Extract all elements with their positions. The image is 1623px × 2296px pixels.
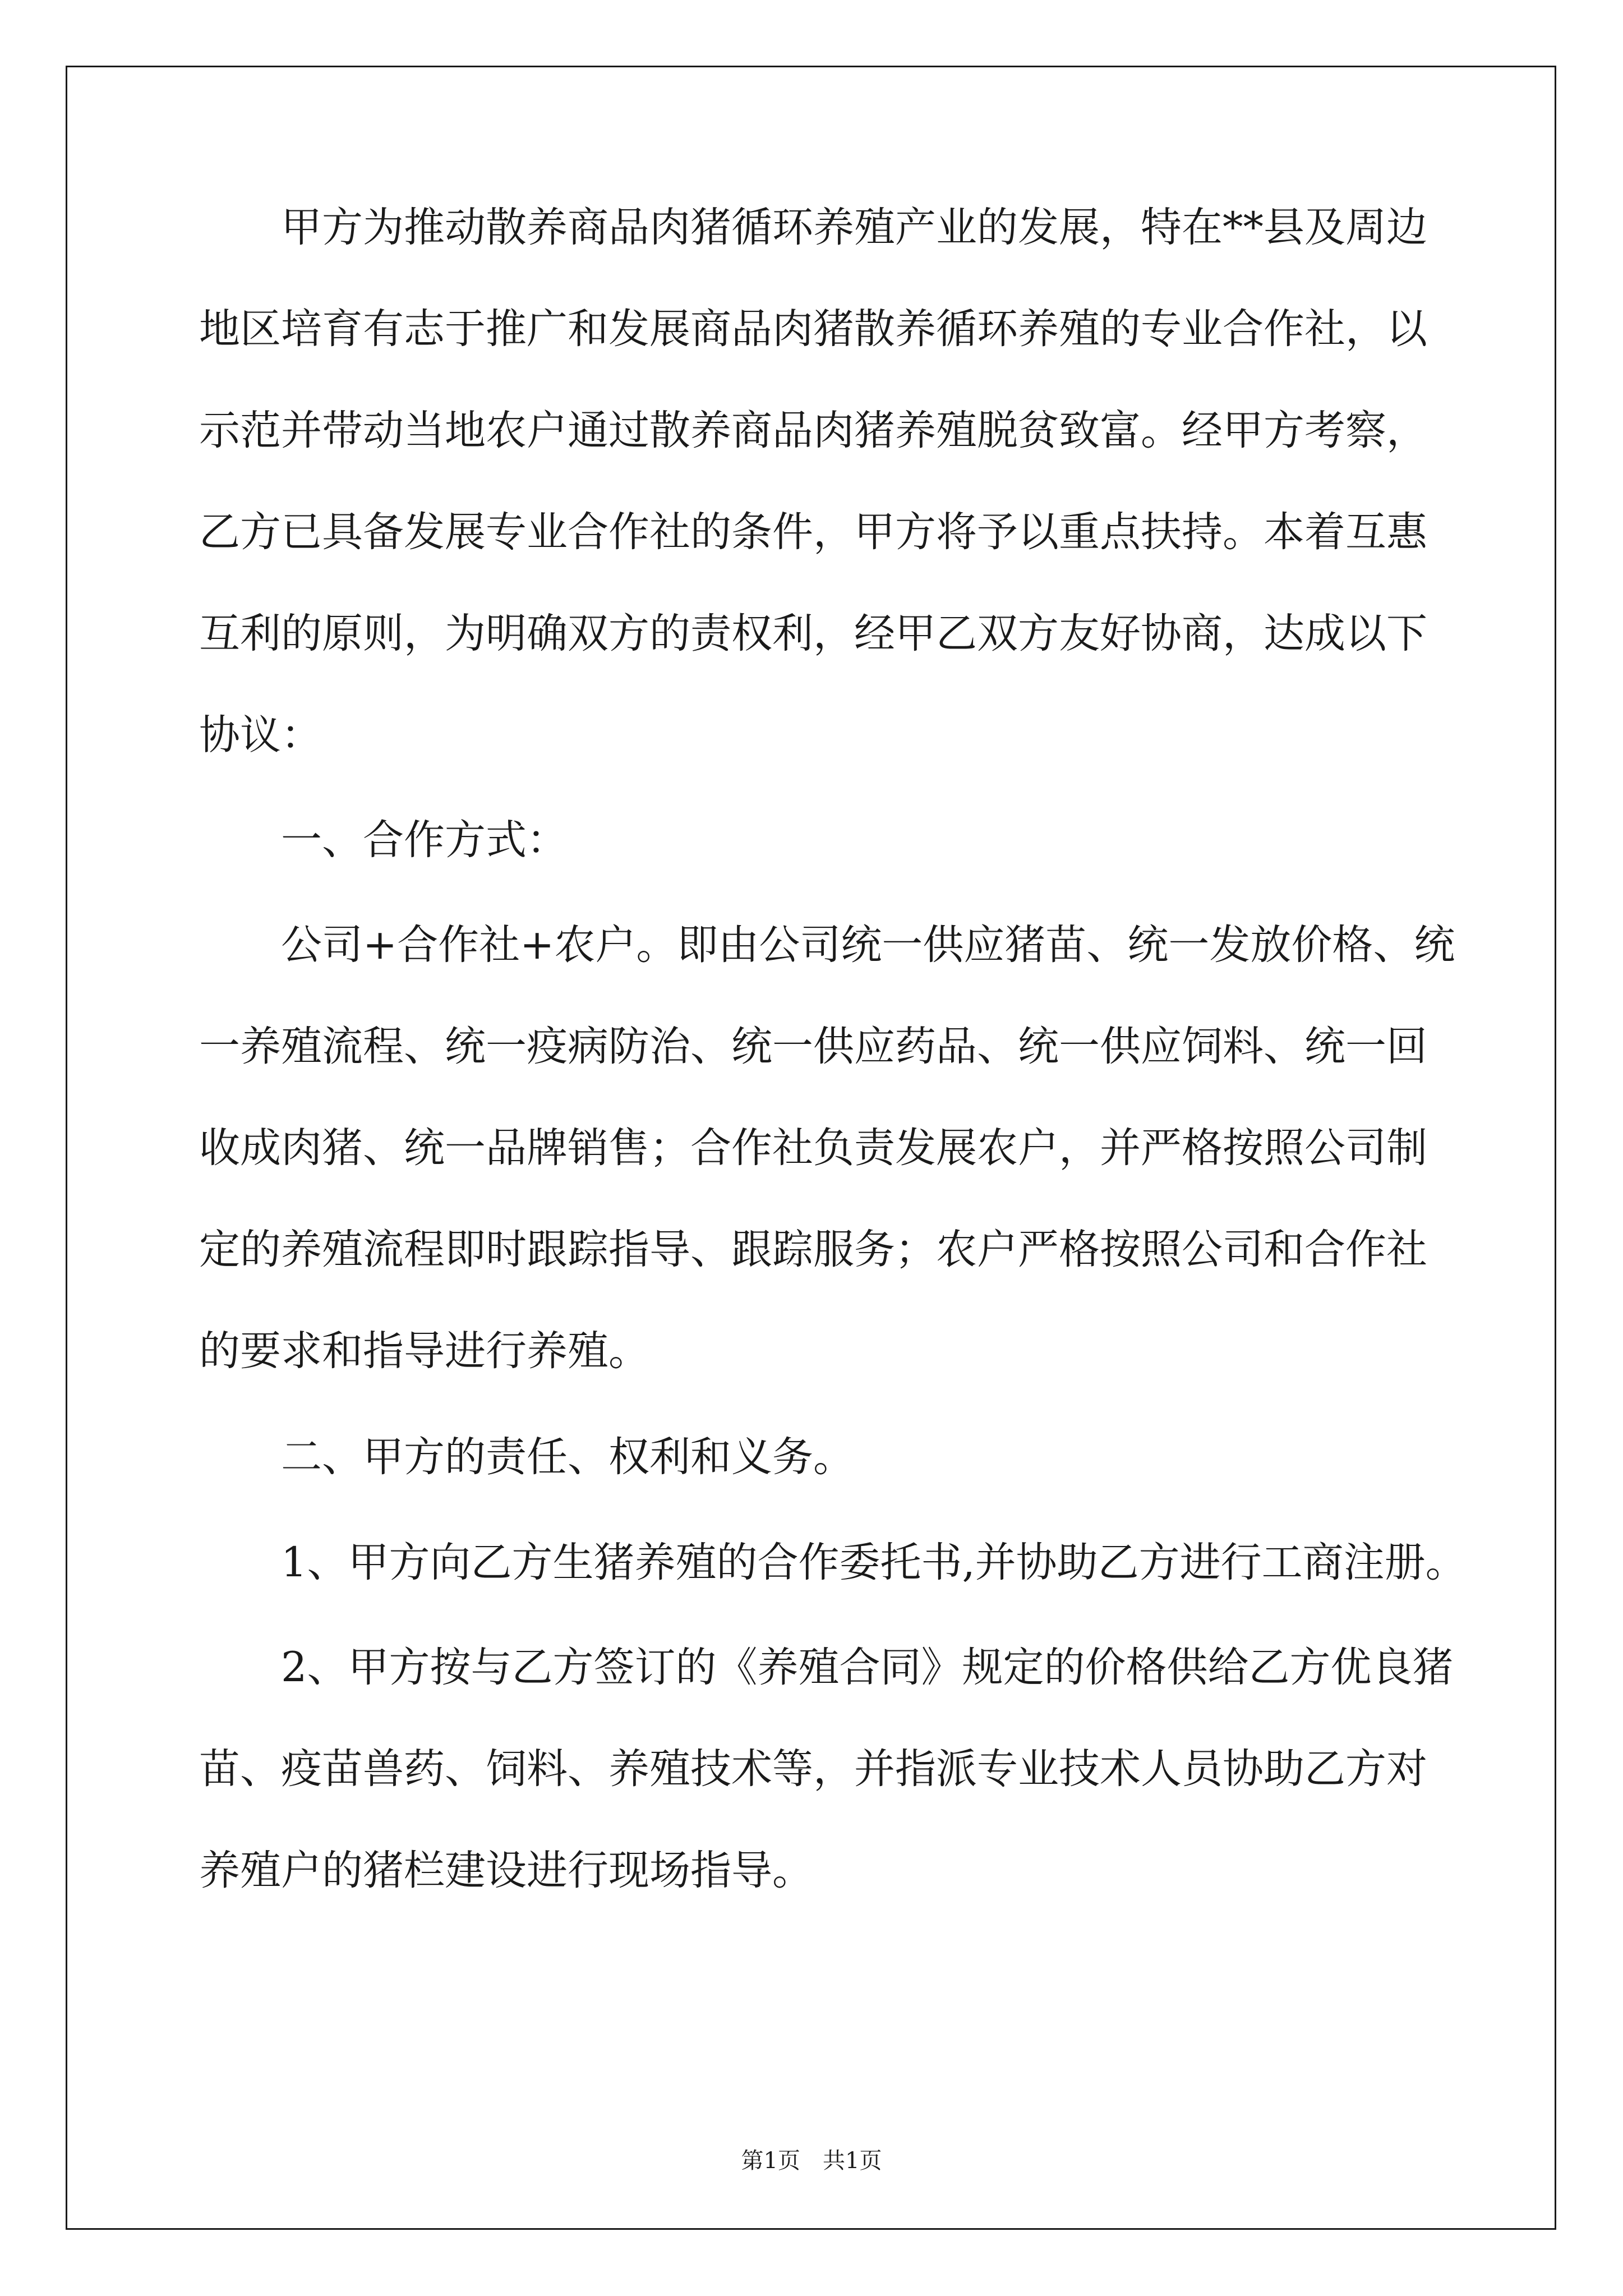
text-line: 协议： [199, 711, 322, 759]
text-line: 的要求和指导进行养殖。 [199, 1327, 649, 1375]
text-line: 示范并带动当地农户通过散养商品肉猪养殖脱贫致富。经甲方考察， [199, 407, 1427, 454]
text-line: 一养殖流程、统一疫病防治、统一供应药品、统一供应饲料、统一回 [199, 1023, 1427, 1070]
text-line: 苗、疫苗兽药、饲料、养殖技术等，并指派专业技术人员协助乙方对 [199, 1745, 1427, 1793]
text-line: 甲方为推动散养商品肉猪循环养殖产业的发展，特在**县及周边 [199, 204, 1427, 251]
text-line: 互利的原则，为明确双方的责权利，经甲乙双方友好协商，达成以下 [199, 610, 1427, 657]
text-line: 公司+合作社+农户。即由公司统一供应猪苗、统一发放价格、统 [199, 921, 1455, 969]
text-line: 地区培育有志于推广和发展商品肉猪散养循环养殖的专业合作社，以 [199, 305, 1427, 353]
page-footer: 第1页 共1页 [741, 2148, 882, 2174]
text-line: 1、甲方向乙方生猪养殖的合作委托书,并协助乙方进行工商注册。 [199, 1539, 1467, 1586]
text-line: 乙方已具备发展专业合作社的条件，甲方将予以重点扶持。本着互惠 [199, 508, 1427, 556]
text-line: 养殖户的猪栏建设进行现场指导。 [199, 1847, 813, 1894]
text-line: 定的养殖流程即时跟踪指导、跟踪服务；农户严格按照公司和合作社 [199, 1226, 1427, 1273]
text-line: 收成肉猪、统一品牌销售；合作社负责发展农户，并严格按照公司制 [199, 1124, 1427, 1172]
text-line: 一、合作方式： [199, 816, 568, 864]
text-line: 二、甲方的责任、权利和义务。 [199, 1433, 854, 1481]
text-line: 2、甲方按与乙方签订的《养殖合同》规定的价格供给乙方优良猪 [199, 1644, 1454, 1691]
